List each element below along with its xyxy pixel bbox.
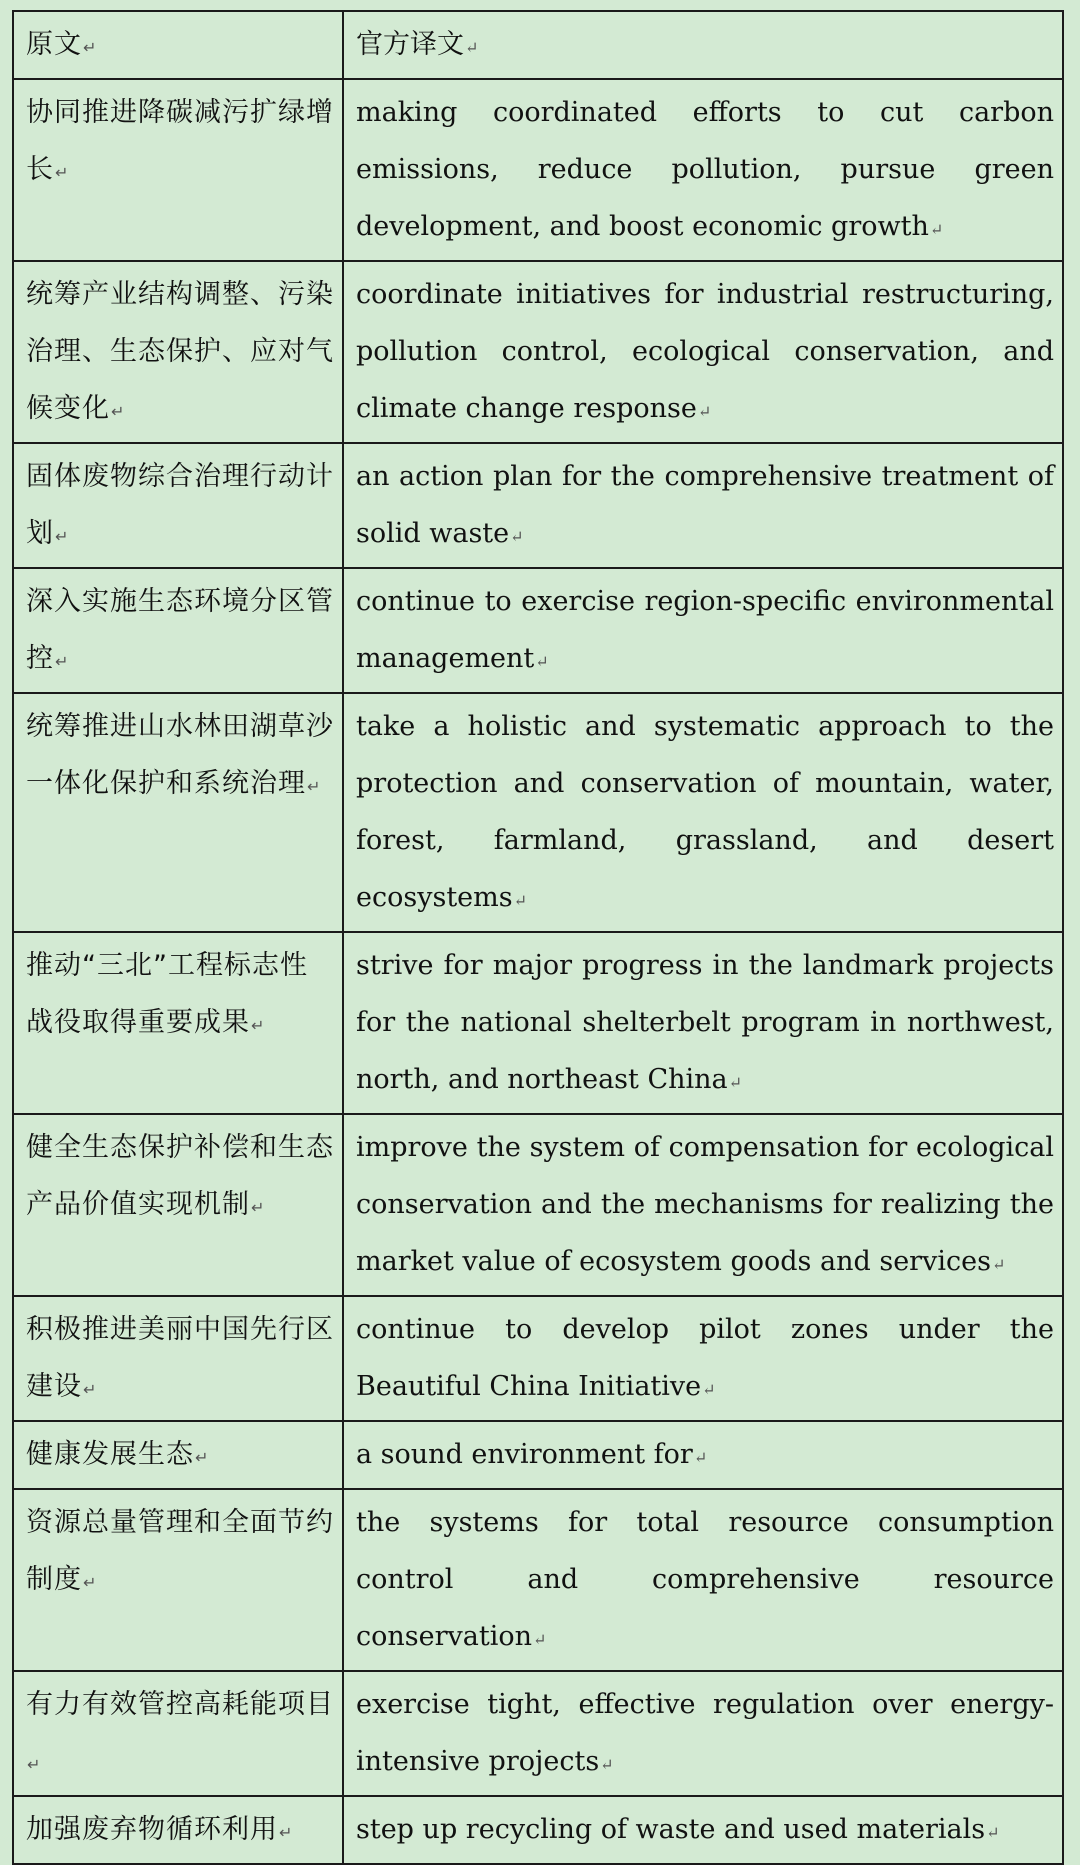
target-cell[interactable] <box>343 261 1063 443</box>
source-cell[interactable] <box>13 1796 343 1864</box>
source-text: 资源总量管理和全面节约制度 <box>26 1507 334 1595</box>
table-row <box>13 1671 1063 1796</box>
paragraph-mark-icon: ↵ <box>83 38 98 57</box>
paragraph-mark-icon: ↵ <box>279 1823 294 1842</box>
source-cell[interactable] <box>13 1114 343 1296</box>
paragraph-mark-icon: ↵ <box>251 1198 266 1217</box>
header-cell-source[interactable] <box>13 11 343 79</box>
paragraph-mark-icon: ↵ <box>533 1630 547 1649</box>
paragraph-mark-icon: ↵ <box>728 1073 743 1092</box>
source-text: 有力有效管控高耗能项目 <box>26 1689 334 1720</box>
paragraph-mark-icon: ↵ <box>510 527 524 546</box>
source-cell[interactable] <box>13 261 343 443</box>
table-row <box>13 443 1063 568</box>
target-cell[interactable] <box>343 79 1063 261</box>
target-cell[interactable] <box>343 568 1063 693</box>
paragraph-mark-icon: ↵ <box>83 1380 98 1399</box>
paragraph-mark-icon: ↵ <box>83 1573 98 1592</box>
paragraph-mark-icon: ↵ <box>27 1755 42 1774</box>
target-cell[interactable] <box>343 443 1063 568</box>
source-cell[interactable] <box>13 443 343 568</box>
paragraph-mark-icon: ↵ <box>307 777 322 796</box>
paragraph-mark-icon: ↵ <box>535 652 549 671</box>
target-text: strive for major progress in the landmark projects for the national shelterbelt program in northwest, north, and northeast China <box>356 950 1054 1095</box>
target-text: step up recycling of waste and used materials <box>356 1814 986 1845</box>
target-cell[interactable] <box>343 932 1063 1114</box>
source-cell[interactable] <box>13 79 343 261</box>
source-text: 统筹推进山水林田湖草沙一体化保护和系统治理 <box>26 711 334 799</box>
table-row <box>13 568 1063 693</box>
source-text: 固体废物综合治理行动计划 <box>26 461 334 549</box>
source-cell[interactable] <box>13 1421 343 1489</box>
source-cell[interactable] <box>13 1296 343 1421</box>
paragraph-mark-icon: ↵ <box>986 1823 1000 1842</box>
target-text: continue to develop pilot zones under the Beautiful China Initiative <box>356 1314 1054 1402</box>
target-text: improve the system of compensation for ecological conservation and the mechanisms for realizing the market value of ecosystem goods and services <box>356 1132 1054 1277</box>
target-text: coordinate initiatives for industrial restructuring, pollution control, ecological conservation, and climate change response <box>356 279 1054 424</box>
header-row <box>13 11 1063 79</box>
target-cell[interactable] <box>343 1796 1063 1864</box>
target-cell[interactable] <box>343 1114 1063 1296</box>
table-row <box>13 261 1063 443</box>
target-cell[interactable] <box>343 1296 1063 1421</box>
paragraph-mark-icon: ↵ <box>55 163 70 182</box>
target-text: making coordinated efforts to cut carbon emissions, reduce pollution, pursue green development, and boost economic growth <box>356 97 1054 242</box>
table-row <box>13 1296 1063 1421</box>
paragraph-mark-icon: ↵ <box>991 1255 1006 1274</box>
source-text: 统筹产业结构调整、污染治理、生态保护、应对气候变化 <box>26 279 334 424</box>
source-text: 积极推进美丽中国先行区建设 <box>26 1314 334 1402</box>
table-row <box>13 1114 1063 1296</box>
source-cell[interactable] <box>13 932 343 1114</box>
target-cell[interactable] <box>343 1421 1063 1489</box>
source-text: 推动“三北”工程标志性战役取得重要成果 <box>26 950 308 1038</box>
target-text: exercise tight, effective regulation over energy-intensive projects <box>356 1689 1054 1777</box>
target-cell[interactable] <box>343 1489 1063 1671</box>
paragraph-mark-icon: ↵ <box>513 891 528 910</box>
paragraph-mark-icon: ↵ <box>195 1448 210 1467</box>
paragraph-mark-icon: ↵ <box>929 220 944 239</box>
paragraph-mark-icon: ↵ <box>697 402 712 421</box>
glossary-table <box>12 10 1064 1865</box>
target-text: continue to exercise region-specific environmental management <box>356 586 1054 674</box>
glossary-document <box>12 10 1064 1865</box>
source-cell[interactable] <box>13 1671 343 1796</box>
target-cell[interactable] <box>343 1671 1063 1796</box>
target-text: take a holistic and systematic approach to the protection and conservation of mountain, water, forest, farmland, grassland, and desert ecosystems <box>356 711 1054 913</box>
source-text: 加强废弃物循环利用 <box>26 1814 278 1845</box>
paragraph-mark-icon: ↵ <box>465 38 479 57</box>
paragraph-mark-icon: ↵ <box>251 1016 266 1035</box>
table-row <box>13 79 1063 261</box>
header-source-label: 原文 <box>26 29 82 60</box>
source-text: 深入实施生态环境分区管控 <box>26 586 334 674</box>
paragraph-mark-icon: ↵ <box>702 1380 716 1399</box>
table-row <box>13 1421 1063 1489</box>
source-cell[interactable] <box>13 1489 343 1671</box>
source-text: 健全生态保护补偿和生态产品价值实现机制 <box>26 1132 334 1220</box>
source-cell[interactable] <box>13 693 343 932</box>
target-text: a sound environment for <box>356 1439 693 1470</box>
table-row <box>13 693 1063 932</box>
paragraph-mark-icon: ↵ <box>600 1755 614 1774</box>
paragraph-mark-icon: ↵ <box>55 527 70 546</box>
target-text: an action plan for the comprehensive treatment of solid waste <box>356 461 1054 549</box>
table-row <box>13 932 1063 1114</box>
header-target-label: 官方译文 <box>356 29 464 60</box>
source-text: 健康发展生态 <box>26 1439 194 1470</box>
paragraph-mark-icon: ↵ <box>693 1448 708 1467</box>
paragraph-mark-icon: ↵ <box>55 652 70 671</box>
paragraph-mark-icon: ↵ <box>111 402 126 421</box>
header-cell-target[interactable] <box>343 11 1063 79</box>
target-cell[interactable] <box>343 693 1063 932</box>
target-text: the systems for total resource consumption control and comprehensive resource conservation <box>356 1507 1054 1652</box>
source-cell[interactable] <box>13 568 343 693</box>
table-row <box>13 1796 1063 1864</box>
source-text: 协同推进降碳减污扩绿增长 <box>26 97 334 185</box>
table-row <box>13 1489 1063 1671</box>
